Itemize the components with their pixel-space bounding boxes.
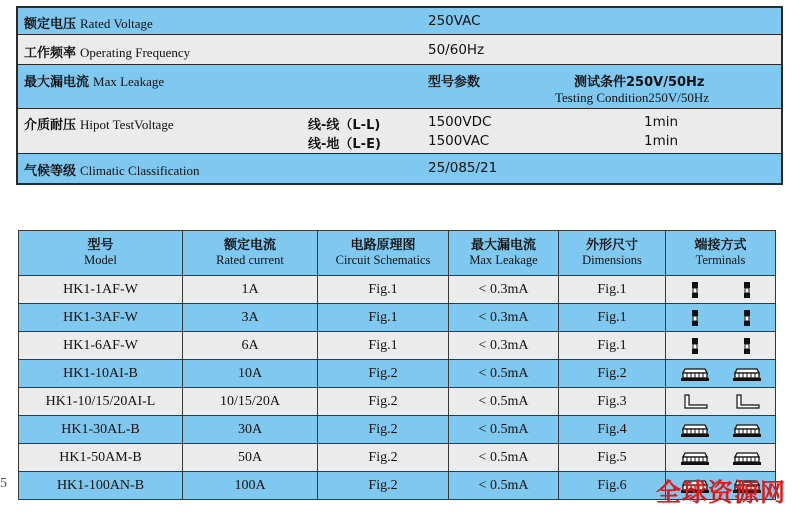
screw-block-terminal-icon bbox=[677, 364, 713, 384]
cell-schematic: Fig.2 bbox=[318, 444, 449, 472]
cell-terminals bbox=[666, 388, 776, 416]
screw-block-terminal-icon bbox=[729, 448, 765, 468]
cell-terminals bbox=[666, 332, 776, 360]
cell-model: HK1-30AL-B bbox=[19, 416, 183, 444]
cell-model: HK1-1AF-W bbox=[19, 276, 183, 304]
cell-terminals bbox=[666, 360, 776, 388]
cell-dimensions: Fig.4 bbox=[559, 416, 666, 444]
lug-terminal-icon bbox=[677, 392, 713, 412]
cell-schematic: Fig.1 bbox=[318, 276, 449, 304]
screw-block-terminal-icon bbox=[729, 420, 765, 440]
cell-leakage: < 0.3mA bbox=[449, 276, 559, 304]
header-max-leakage-en: Max Leakage bbox=[469, 253, 538, 267]
climatic-zh: 气候等级 bbox=[24, 164, 77, 179]
cell-dimensions: Fig.1 bbox=[559, 304, 666, 332]
rated-voltage-value: 250VAC bbox=[428, 13, 481, 29]
cell-dimensions: Fig.3 bbox=[559, 388, 666, 416]
header-model-zh: 型号 bbox=[87, 238, 114, 253]
header-rated-current-zh: 额定电流 bbox=[223, 238, 276, 253]
cell-leakage: < 0.5mA bbox=[449, 360, 559, 388]
edge-mark: 5 bbox=[0, 476, 7, 491]
lug-terminal-icon bbox=[729, 392, 765, 412]
header-circuit-schematics bbox=[318, 231, 449, 276]
hipot-le-label: 线-地（L-E) bbox=[308, 137, 381, 152]
header-terminals-en: Terminals bbox=[695, 253, 746, 267]
cell-rated-current: 3A bbox=[183, 304, 318, 332]
cell-dimensions: Fig.6 bbox=[559, 472, 666, 500]
hipot-ll-value: 1500VDC bbox=[428, 114, 492, 130]
faston-terminal-icon bbox=[729, 336, 765, 356]
cell-model: HK1-10/15/20AI-L bbox=[19, 388, 183, 416]
header-max-leakage-zh: 最大漏电流 bbox=[470, 238, 536, 253]
cell-leakage: < 0.5mA bbox=[449, 388, 559, 416]
header-circuit-schematics-zh: 电路原理图 bbox=[350, 238, 416, 253]
header-circuit-schematics-en: Circuit Schematics bbox=[335, 253, 431, 267]
frequency-en: Operating Frequency bbox=[80, 45, 191, 60]
product-table-body bbox=[19, 276, 776, 500]
cell-rated-current: 50A bbox=[183, 444, 318, 472]
cell-dimensions: Fig.2 bbox=[559, 360, 666, 388]
faston-terminal-icon bbox=[677, 336, 713, 356]
screw-block-terminal-icon bbox=[729, 364, 765, 384]
table-header-row bbox=[19, 231, 776, 276]
cell-leakage: < 0.5mA bbox=[449, 472, 559, 500]
climatic-label bbox=[24, 160, 200, 180]
cell-rated-current: 30A bbox=[183, 416, 318, 444]
table-row bbox=[19, 388, 776, 416]
table-row bbox=[19, 332, 776, 360]
header-dimensions-en: Dimensions bbox=[582, 253, 642, 267]
header-max-leakage bbox=[449, 231, 559, 276]
cell-terminals bbox=[666, 304, 776, 332]
faston-terminal-icon bbox=[677, 308, 713, 328]
hipot-zh: 介质耐压 bbox=[24, 118, 77, 133]
max-leakage-label bbox=[24, 71, 164, 91]
max-leakage-test-condition-zh: 测试条件250V/50Hz bbox=[574, 75, 705, 90]
cell-model: HK1-50AM-B bbox=[19, 444, 183, 472]
cell-schematic: Fig.1 bbox=[318, 304, 449, 332]
hipot-le-time: 1min bbox=[644, 133, 679, 149]
cell-leakage: < 0.3mA bbox=[449, 304, 559, 332]
max-leakage-model-params: 型号参数 bbox=[428, 75, 481, 90]
header-model-en: Model bbox=[84, 253, 117, 267]
frequency-zh: 工作频率 bbox=[24, 46, 77, 61]
spec-row-frequency bbox=[18, 35, 781, 65]
cell-rated-current: 6A bbox=[183, 332, 318, 360]
header-dimensions bbox=[559, 231, 666, 276]
cell-rated-current: 1A bbox=[183, 276, 318, 304]
faston-terminal-icon bbox=[677, 280, 713, 300]
hipot-ll-label: 线-线（L-L) bbox=[308, 118, 381, 133]
spec-row-max-leakage bbox=[18, 65, 781, 109]
table-row bbox=[19, 304, 776, 332]
hipot-le-value: 1500VAC bbox=[428, 133, 490, 149]
header-dimensions-zh: 外形尺寸 bbox=[585, 238, 638, 253]
faston-terminal-icon bbox=[729, 308, 765, 328]
header-model bbox=[19, 231, 183, 276]
cell-model: HK1-3AF-W bbox=[19, 304, 183, 332]
cell-terminals bbox=[666, 444, 776, 472]
cell-schematic: Fig.2 bbox=[318, 416, 449, 444]
spec-row-hipot bbox=[18, 109, 781, 154]
header-terminals-zh: 端接方式 bbox=[694, 238, 747, 253]
rated-voltage-zh: 额定电压 bbox=[24, 17, 77, 32]
table-row bbox=[19, 416, 776, 444]
cell-dimensions: Fig.1 bbox=[559, 332, 666, 360]
climatic-en: Climatic Classification bbox=[80, 163, 200, 178]
screw-block-terminal-icon bbox=[677, 448, 713, 468]
climatic-value: 25/085/21 bbox=[428, 160, 498, 176]
cell-dimensions: Fig.1 bbox=[559, 276, 666, 304]
spec-table bbox=[16, 6, 783, 185]
max-leakage-test-condition-en: Testing Condition250V/50Hz bbox=[555, 90, 710, 105]
cell-schematic: Fig.2 bbox=[318, 472, 449, 500]
max-leakage-zh: 最大漏电流 bbox=[24, 75, 90, 90]
cell-schematic: Fig.1 bbox=[318, 332, 449, 360]
hipot-ll-time: 1min bbox=[644, 114, 679, 130]
header-terminals bbox=[666, 231, 776, 276]
table-row bbox=[19, 360, 776, 388]
cell-schematic: Fig.2 bbox=[318, 388, 449, 416]
spec-row-rated-voltage bbox=[18, 8, 781, 35]
table-row bbox=[19, 276, 776, 304]
watermark-logo: 全球资源网 bbox=[655, 478, 786, 507]
hipot-label bbox=[24, 114, 174, 134]
cell-leakage: < 0.5mA bbox=[449, 416, 559, 444]
hipot-en: Hipot TestVoltage bbox=[80, 117, 174, 132]
faston-terminal-icon bbox=[729, 280, 765, 300]
cell-terminals bbox=[666, 416, 776, 444]
frequency-value: 50/60Hz bbox=[428, 42, 485, 58]
rated-voltage-en: Rated Voltage bbox=[80, 16, 153, 31]
cell-leakage: < 0.3mA bbox=[449, 332, 559, 360]
cell-leakage: < 0.5mA bbox=[449, 444, 559, 472]
cell-rated-current: 100A bbox=[183, 472, 318, 500]
frequency-label bbox=[24, 42, 190, 62]
table-row bbox=[19, 444, 776, 472]
screw-block-terminal-icon bbox=[677, 420, 713, 440]
cell-model: HK1-6AF-W bbox=[19, 332, 183, 360]
spec-row-climatic bbox=[18, 154, 781, 183]
cell-dimensions: Fig.5 bbox=[559, 444, 666, 472]
product-table bbox=[18, 230, 776, 500]
max-leakage-en: Max Leakage bbox=[93, 74, 165, 89]
header-rated-current-en: Rated current bbox=[216, 253, 284, 267]
cell-schematic: Fig.2 bbox=[318, 360, 449, 388]
header-rated-current bbox=[183, 231, 318, 276]
cell-model: HK1-100AN-B bbox=[19, 472, 183, 500]
cell-model: HK1-10AI-B bbox=[19, 360, 183, 388]
rated-voltage-label bbox=[24, 13, 153, 33]
cell-rated-current: 10/15/20A bbox=[183, 388, 318, 416]
cell-terminals bbox=[666, 276, 776, 304]
cell-rated-current: 10A bbox=[183, 360, 318, 388]
